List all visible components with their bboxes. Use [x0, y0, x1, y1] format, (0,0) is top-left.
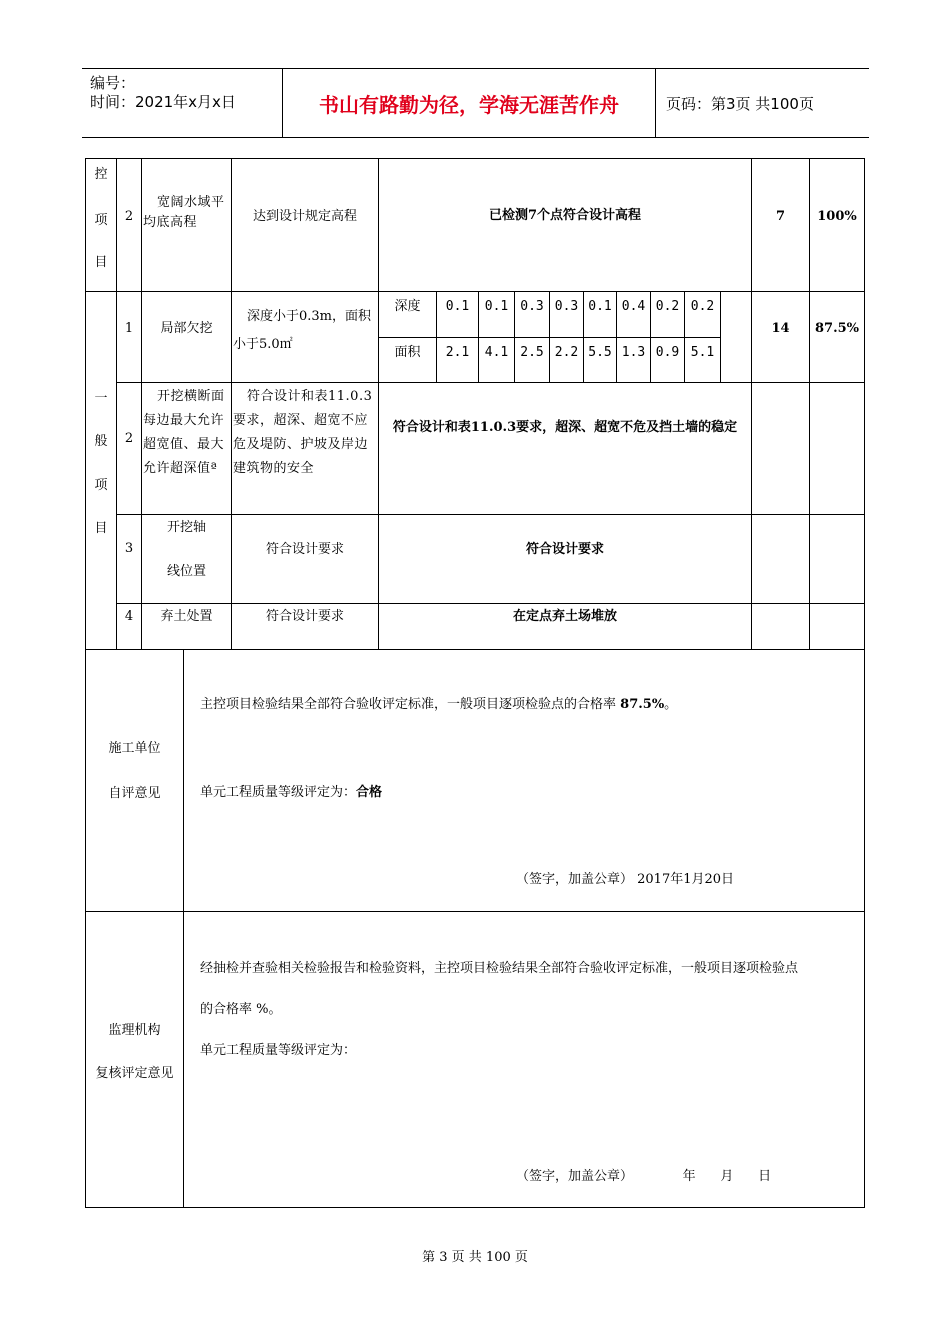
supervisor-signature: （签字，加盖公章） 年 月 日: [516, 1169, 772, 1184]
standard-text: 符合设计要求: [265, 542, 344, 557]
contractor-text-end: 。: [664, 697, 678, 712]
supervisor-opinion: 经抽检并查验相关检验报告和检验资料，主控项目检验结果全部符合验收评定标准，一般项目逐项检验点: [200, 961, 799, 976]
contractor-grade-line: [200, 783, 860, 803]
contractor-rate: 87.5%: [620, 697, 665, 712]
header-meta: [82, 69, 282, 137]
row-number: 3: [124, 541, 134, 556]
page-footer: 第 3 页 共 100 页: [422, 1250, 528, 1265]
row-number: 4: [124, 609, 134, 624]
general-label-4: 目: [94, 521, 108, 536]
area-value: 2.5: [520, 345, 544, 360]
inspection-result: 符合设计和表11.0.3要求，超深、超宽不危及挡土墙的稳定: [392, 420, 738, 435]
depth-value: 0.1: [445, 299, 470, 314]
standard-text: 符合设计和表11.0.3要求，超深、超宽不应危及堤防、护坡及岸边建筑物的安全: [233, 389, 373, 476]
depth-value: 0.1: [588, 299, 612, 314]
supervisor-label-line1: 监理机构: [108, 1023, 161, 1038]
pass-rate: 100%: [817, 209, 857, 224]
area-value: 2.1: [445, 345, 470, 360]
area-value: 5.5: [588, 345, 612, 360]
area-value: 0.9: [655, 345, 680, 360]
contractor-text: 主控项目检验结果全部符合验收评定标准，一般项目逐项检验点的合格率: [200, 697, 617, 712]
contractor-label-line1: 施工单位: [108, 741, 161, 756]
depth-label: 深度: [394, 299, 421, 314]
depth-value: 0.1: [484, 299, 509, 314]
general-label-3: 项: [94, 478, 108, 493]
page-header: [82, 68, 869, 138]
main-control-label-3: 目: [94, 255, 108, 270]
contractor-grade: 合格: [356, 785, 383, 800]
inspection-result: 在定点弃土场堆放: [512, 609, 617, 624]
inspection-table: [85, 158, 865, 1208]
main-control-label-2: 项: [94, 213, 108, 228]
standard-text: 深度小于0.3m，面积小于5.0㎡: [233, 309, 372, 352]
area-value: 5.1: [690, 345, 715, 360]
main-control-label-1: 控: [94, 167, 108, 182]
date-label: 时间：2021年x月x日: [90, 93, 236, 111]
standard-text: 符合设计要求: [265, 609, 344, 624]
supervisor-label-line2: 复核评定意见: [95, 1066, 174, 1081]
area-label: 面积: [394, 345, 421, 360]
supervisor-rate-line: 的合格率 %。: [200, 1002, 282, 1017]
serial-label: 编号：: [90, 74, 136, 92]
inspection-result: 符合设计要求: [525, 542, 604, 557]
page-indicator: 页码：第3页 共100页: [666, 94, 814, 113]
item-name-line2: 线位置: [166, 564, 206, 579]
item-name: 局部欠挖: [160, 321, 213, 336]
standard-text: 达到设计规定高程: [252, 209, 357, 224]
general-label-1: 一: [94, 391, 108, 406]
motto: 书山有路勤为径，学海无涯苦作舟: [282, 69, 656, 137]
row-number: 1: [124, 321, 134, 336]
depth-value: 0.2: [690, 299, 715, 314]
depth-value: 0.2: [655, 299, 680, 314]
pass-rate: 87.5%: [814, 321, 859, 336]
contractor-grade-label: 单元工程质量等级评定为：: [200, 785, 357, 800]
depth-value: 0.3: [554, 299, 579, 314]
area-value: 2.2: [554, 345, 579, 360]
point-count: 7: [775, 209, 786, 224]
item-name: 开挖横断面每边最大允许超宽值、最大允许超深值ª: [143, 389, 225, 476]
supervisor-grade-label: 单元工程质量等级评定为：: [200, 1043, 357, 1058]
item-name-line1: 开挖轴: [166, 520, 206, 535]
item-name: 弃土处置: [160, 609, 213, 624]
area-value: 1.3: [621, 345, 646, 360]
item-name: 宽阔水域平均底高程: [143, 195, 225, 230]
area-value: 4.1: [484, 345, 509, 360]
general-label-2: 般: [94, 434, 108, 449]
contractor-signature: （签字，加盖公章） 2017年1月20日: [516, 872, 735, 887]
row-number: 2: [124, 209, 134, 224]
depth-value: 0.4: [621, 299, 646, 314]
depth-value: 0.3: [520, 299, 544, 314]
point-count: 14: [771, 321, 790, 336]
contractor-label-line2: 自评意见: [108, 786, 161, 801]
contractor-opinion: [200, 695, 860, 715]
inspection-result: 已检测7个点符合设计高程: [488, 208, 642, 223]
row-number: 2: [124, 431, 134, 446]
